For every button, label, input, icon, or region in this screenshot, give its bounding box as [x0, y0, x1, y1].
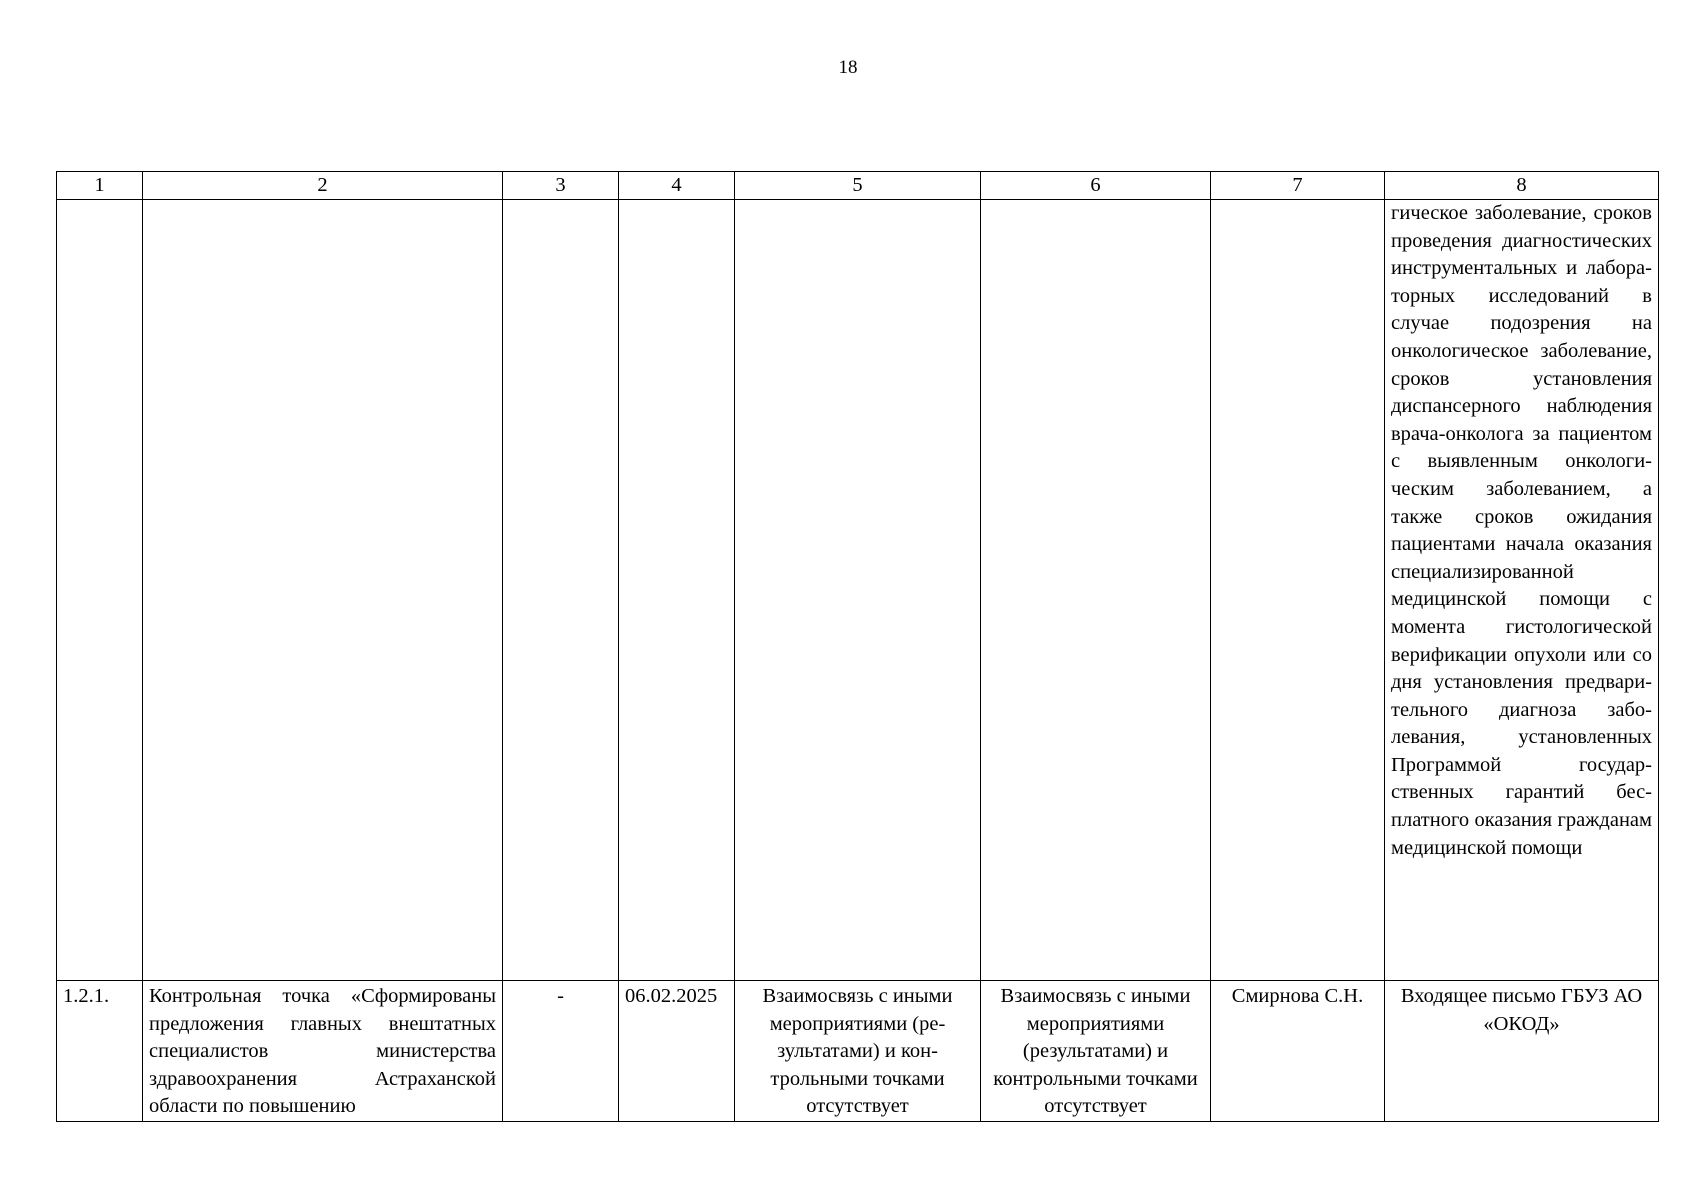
row-responsible: Смирнова С.Н. [1211, 981, 1385, 1122]
page-number: 18 [838, 57, 858, 78]
row-number: 1.2.1. [57, 981, 143, 1122]
column-header-3: 3 [503, 172, 619, 200]
column-header-4: 4 [619, 172, 735, 200]
table-cell [735, 200, 981, 981]
table-row-continued [57, 200, 1659, 981]
table-cell [503, 200, 619, 981]
measures-table [56, 171, 1659, 1122]
table-cell [619, 200, 735, 981]
table-row [57, 981, 1659, 1122]
table-cell [143, 200, 503, 981]
row-col3: - [503, 981, 619, 1122]
row-interrelation-checkpoints: Взаимосвязь с иными мероприятиями (результатами) и контрольными точками отсутствует [981, 981, 1211, 1122]
row-result-document: Входящее письмо ГБУЗ АО «ОКОД» [1385, 981, 1659, 1122]
column-header-5: 5 [735, 172, 981, 200]
column-header-7: 7 [1211, 172, 1385, 200]
row-name: Контрольная точка «Сформированы предложения главных внештатных специалистов министерства здравоохранения Астраханской области по повышению [143, 981, 503, 1122]
column-header-6: 6 [981, 172, 1211, 200]
column-header-2: 2 [143, 172, 503, 200]
row-interrelation-measures: Взаимосвязь с иными мероприятиями (результатами) и контрольными точками отсутствует [735, 981, 981, 1122]
header-row [57, 172, 1659, 200]
table-cell [1211, 200, 1385, 981]
column-header-1: 1 [57, 172, 143, 200]
column-header-8: 8 [1385, 172, 1659, 200]
table-cell [981, 200, 1211, 981]
continued-text-cell: гическое заболевание, сроков проведения диагностических инструментальных и лабораторных исследований в случае подозрения на онкологическое заболевание, сроков установления диспансерного наблюдения врача-онколога за пациентом с выявленным онкологическим заболеванием, а также сроков ожидания пациентами начала оказания специализированной медицинской помощи с момента гистологической верификации опухоли или со дня установления предварительного диагноза заболевания, установленных Программой государственных гарантий бесплатного оказания гражданам медицинской помощи [1385, 200, 1659, 981]
row-date: 06.02.2025 [619, 981, 735, 1122]
table-cell [57, 200, 143, 981]
